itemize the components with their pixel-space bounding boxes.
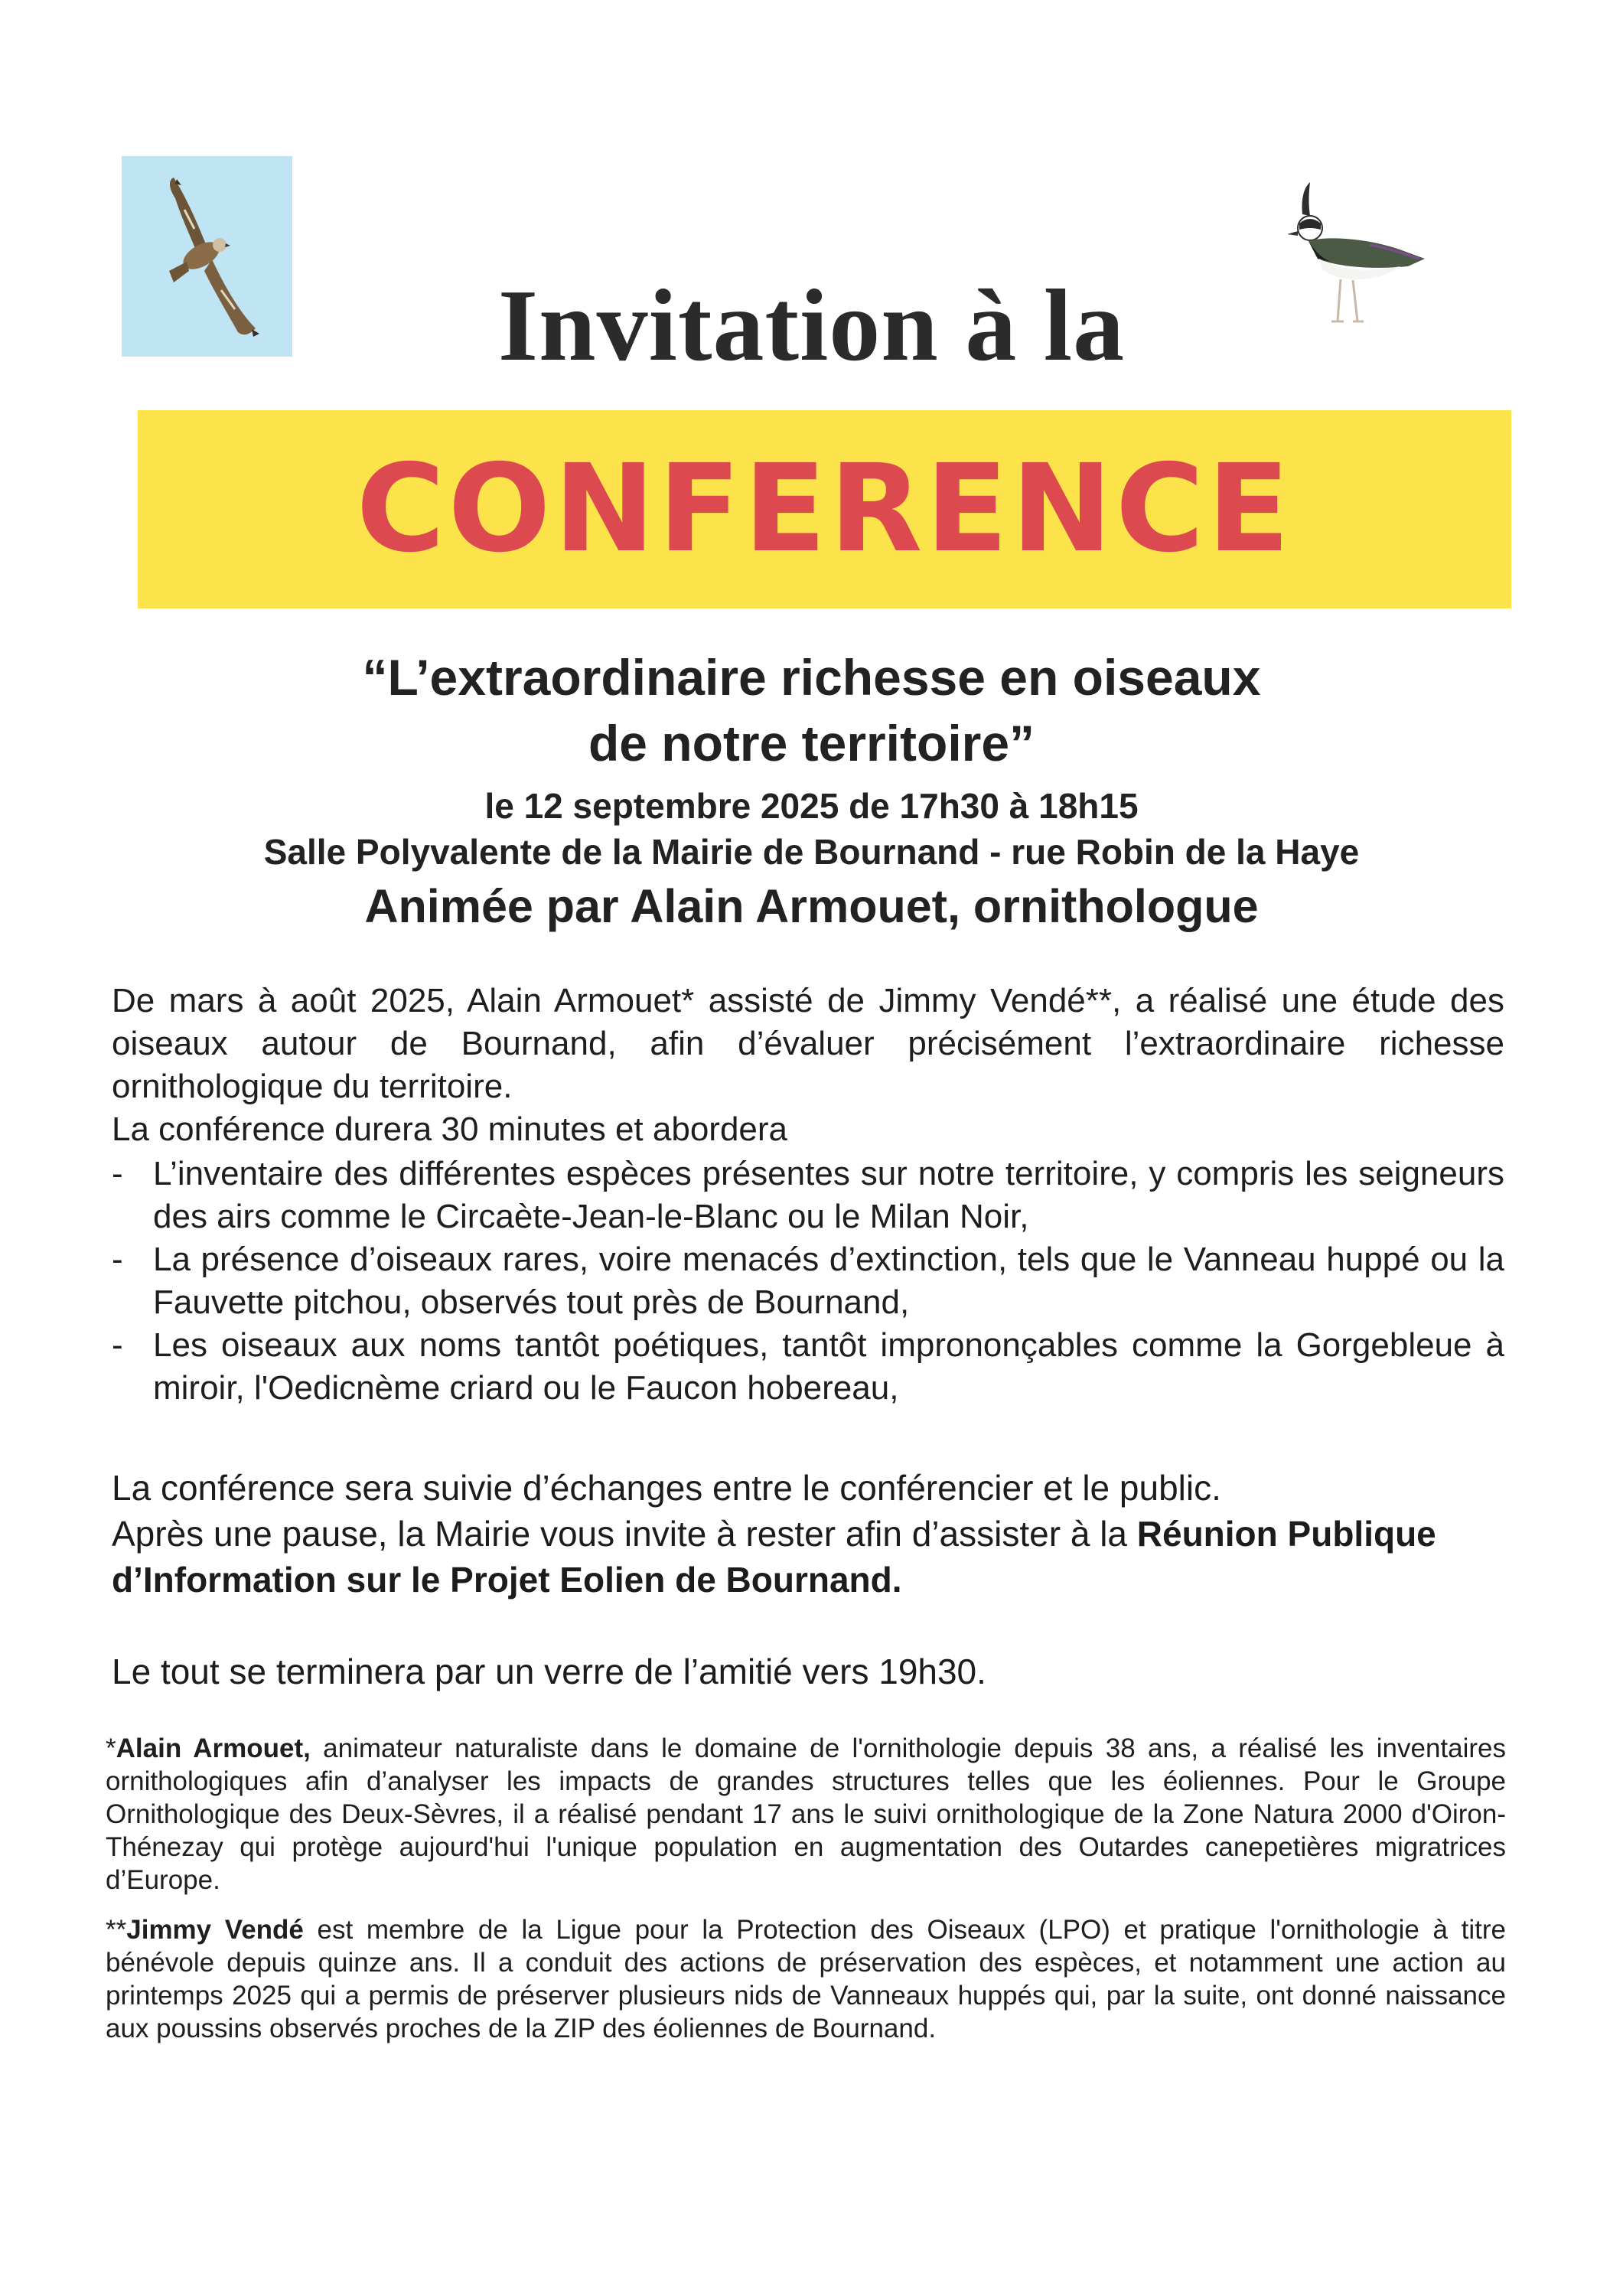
dash-bullet: -	[112, 1326, 123, 1364]
agenda-item	[112, 1238, 1504, 1324]
closing-line-2	[112, 1511, 1504, 1603]
conference-banner	[138, 410, 1511, 608]
dash-bullet: -	[112, 1155, 123, 1192]
closing-line-2-text: Après une pause, la Mairie vous invite à rester afin d’assister à la	[112, 1514, 1127, 1554]
event-host: Animée par Alain Armouet, ornithologue	[364, 880, 1259, 932]
footnote-name: Alain Armouet,	[116, 1733, 311, 1763]
conference-subtitle-line-1: “L’extraordinaire richesse en oiseaux	[362, 649, 1261, 706]
agenda-item-text: Les oiseaux aux noms tantôt poétiques, tantôt imprononçables comme la Gorgebleue à miroir, l'Oedicnème criard ou le Faucon hobereau,	[153, 1326, 1504, 1407]
invitation-title: Invitation à la	[497, 269, 1126, 382]
footnote-marker: *	[106, 1733, 116, 1763]
agenda-list	[112, 1153, 1504, 1410]
footnote-marker: **	[106, 1915, 127, 1945]
conference-subtitle-line-2: de notre territoire”	[588, 715, 1035, 771]
agenda-item-text: L’inventaire des différentes espèces présentes sur notre territoire, y compris les seigneurs des airs comme le Circaète-Jean-le-Blanc ou le Milan Noir,	[153, 1155, 1504, 1235]
footnote-jimmy	[106, 1913, 1506, 2045]
closing-paragraph	[112, 1465, 1504, 1603]
agenda-item	[112, 1324, 1504, 1410]
intro-paragraph: De mars à août 2025, Alain Armouet* assisté de Jimmy Vendé**, a réalisé une étude des oiseaux autour de Bournand, afin d’évaluer précisément l’extraordinaire richesse ornithologique du territoire.	[112, 982, 1504, 1105]
public-meeting-bold: Réunion Publique d’Information sur le Projet Eolien de Bournand.	[112, 1514, 1436, 1600]
footnote-alain	[106, 1732, 1506, 1896]
agenda-item-text: La présence d’oiseaux rares, voire menacés d’extinction, tels que le Vanneau huppé ou la Fauvette pitchou, observés tout près de Bournand,	[153, 1241, 1504, 1321]
final-line: Le tout se terminera par un verre de l’amitié vers 19h30.	[112, 1652, 986, 1691]
closing-line-1: La conférence sera suivie d’échanges entre le conférencier et le public.	[112, 1468, 1221, 1508]
footnote-text: animateur naturaliste dans le domaine de l'ornithologie depuis 38 ans, a réalisé les inventaires ornithologiques afin d’analyser les impacts de grandes structures telles que les éoliennes. Pour le Groupe Ornithologique des Deux-Sèvres, il a réalisé pendant 17 ans le suivi ornithologique de la Zone Natura 2000 d'Oiron-Thénezay qui protège aujourd'hui l'unique population en augmentation des Outardes canepetières migratrices d’Europe.	[106, 1733, 1506, 1895]
agenda-item	[112, 1153, 1504, 1238]
event-venue: Salle Polyvalente de la Mairie de Bournand - rue Robin de la Haye	[263, 832, 1360, 872]
footnote-name: Jimmy Vendé	[126, 1915, 304, 1945]
event-date: le 12 septembre 2025 de 17h30 à 18h15	[484, 786, 1139, 826]
dash-bullet: -	[112, 1241, 123, 1278]
footnote-text: est membre de la Ligue pour la Protection des Oiseaux (LPO) et pratique l'ornithologie à titre bénévole depuis quinze ans. Il a conduit des actions de préservation des espèces, et notamment une action au printemps 2025 qui a permis de préserver plusieurs nids de Vanneaux huppés qui, par la suite, ont donné naissance aux poussins observés proches de la ZIP des éoliennes de Bournand.	[106, 1915, 1506, 2043]
conference-banner-text: CONFERENCE	[356, 439, 1293, 579]
agenda-lead: La conférence durera 30 minutes et abordera	[112, 1110, 788, 1148]
